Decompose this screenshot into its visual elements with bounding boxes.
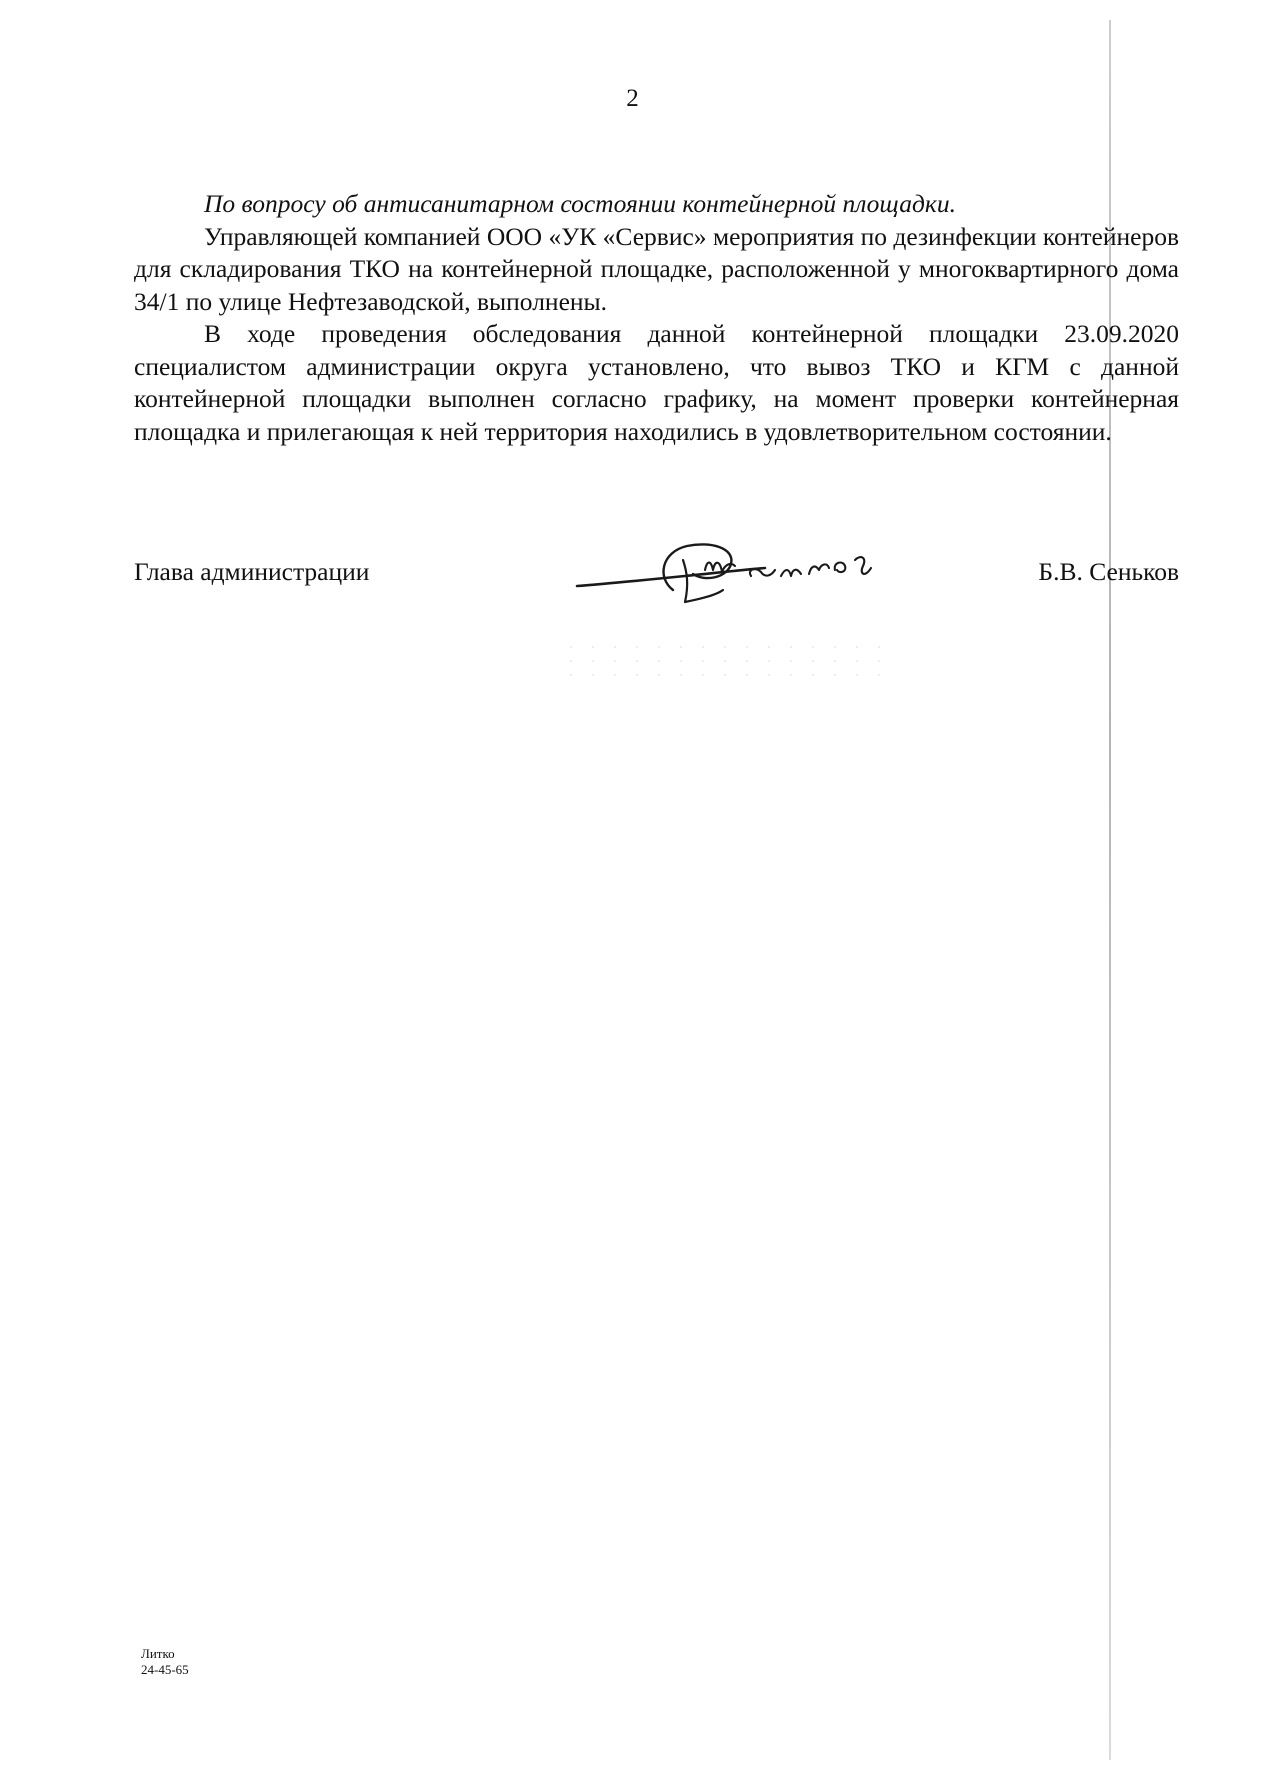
signatory-position: Глава администрации — [134, 557, 370, 586]
section-heading: По вопросу об антисанитарном состоянии контейнерной площадки. — [204, 189, 956, 218]
scan-noise — [560, 640, 880, 680]
executor-phone: 24-45-65 — [141, 1662, 189, 1677]
paragraph-inspection: В ходе проведения обследования данной контейнерной площадки 23.09.2020 специалистом администрации округа установлено, что вывоз ТКО и КГМ с данной контейнерной площадки выполнен согласно графику, на момент проверки контейнерная площадка и прилегающая к ней территория находились в удовлетворительном состоянии. — [134, 319, 1179, 446]
executor-name: Литко — [141, 1646, 175, 1661]
paragraph-disinfection: Управляющей компанией ООО «УК «Сервис» мероприятия по дезинфекции контейнеров для складирования ТКО на контейнерной площадке, расположенной у многоквартирного дома 34/1 по улице Нефтезаводской, выполнены. — [134, 221, 1179, 316]
page-number: 2 — [626, 85, 639, 112]
handwritten-signature — [565, 530, 905, 620]
executor-footer — [141, 1646, 189, 1678]
letter-body — [134, 188, 1179, 448]
signatory-name: Б.В. Сеньков — [1038, 557, 1179, 586]
